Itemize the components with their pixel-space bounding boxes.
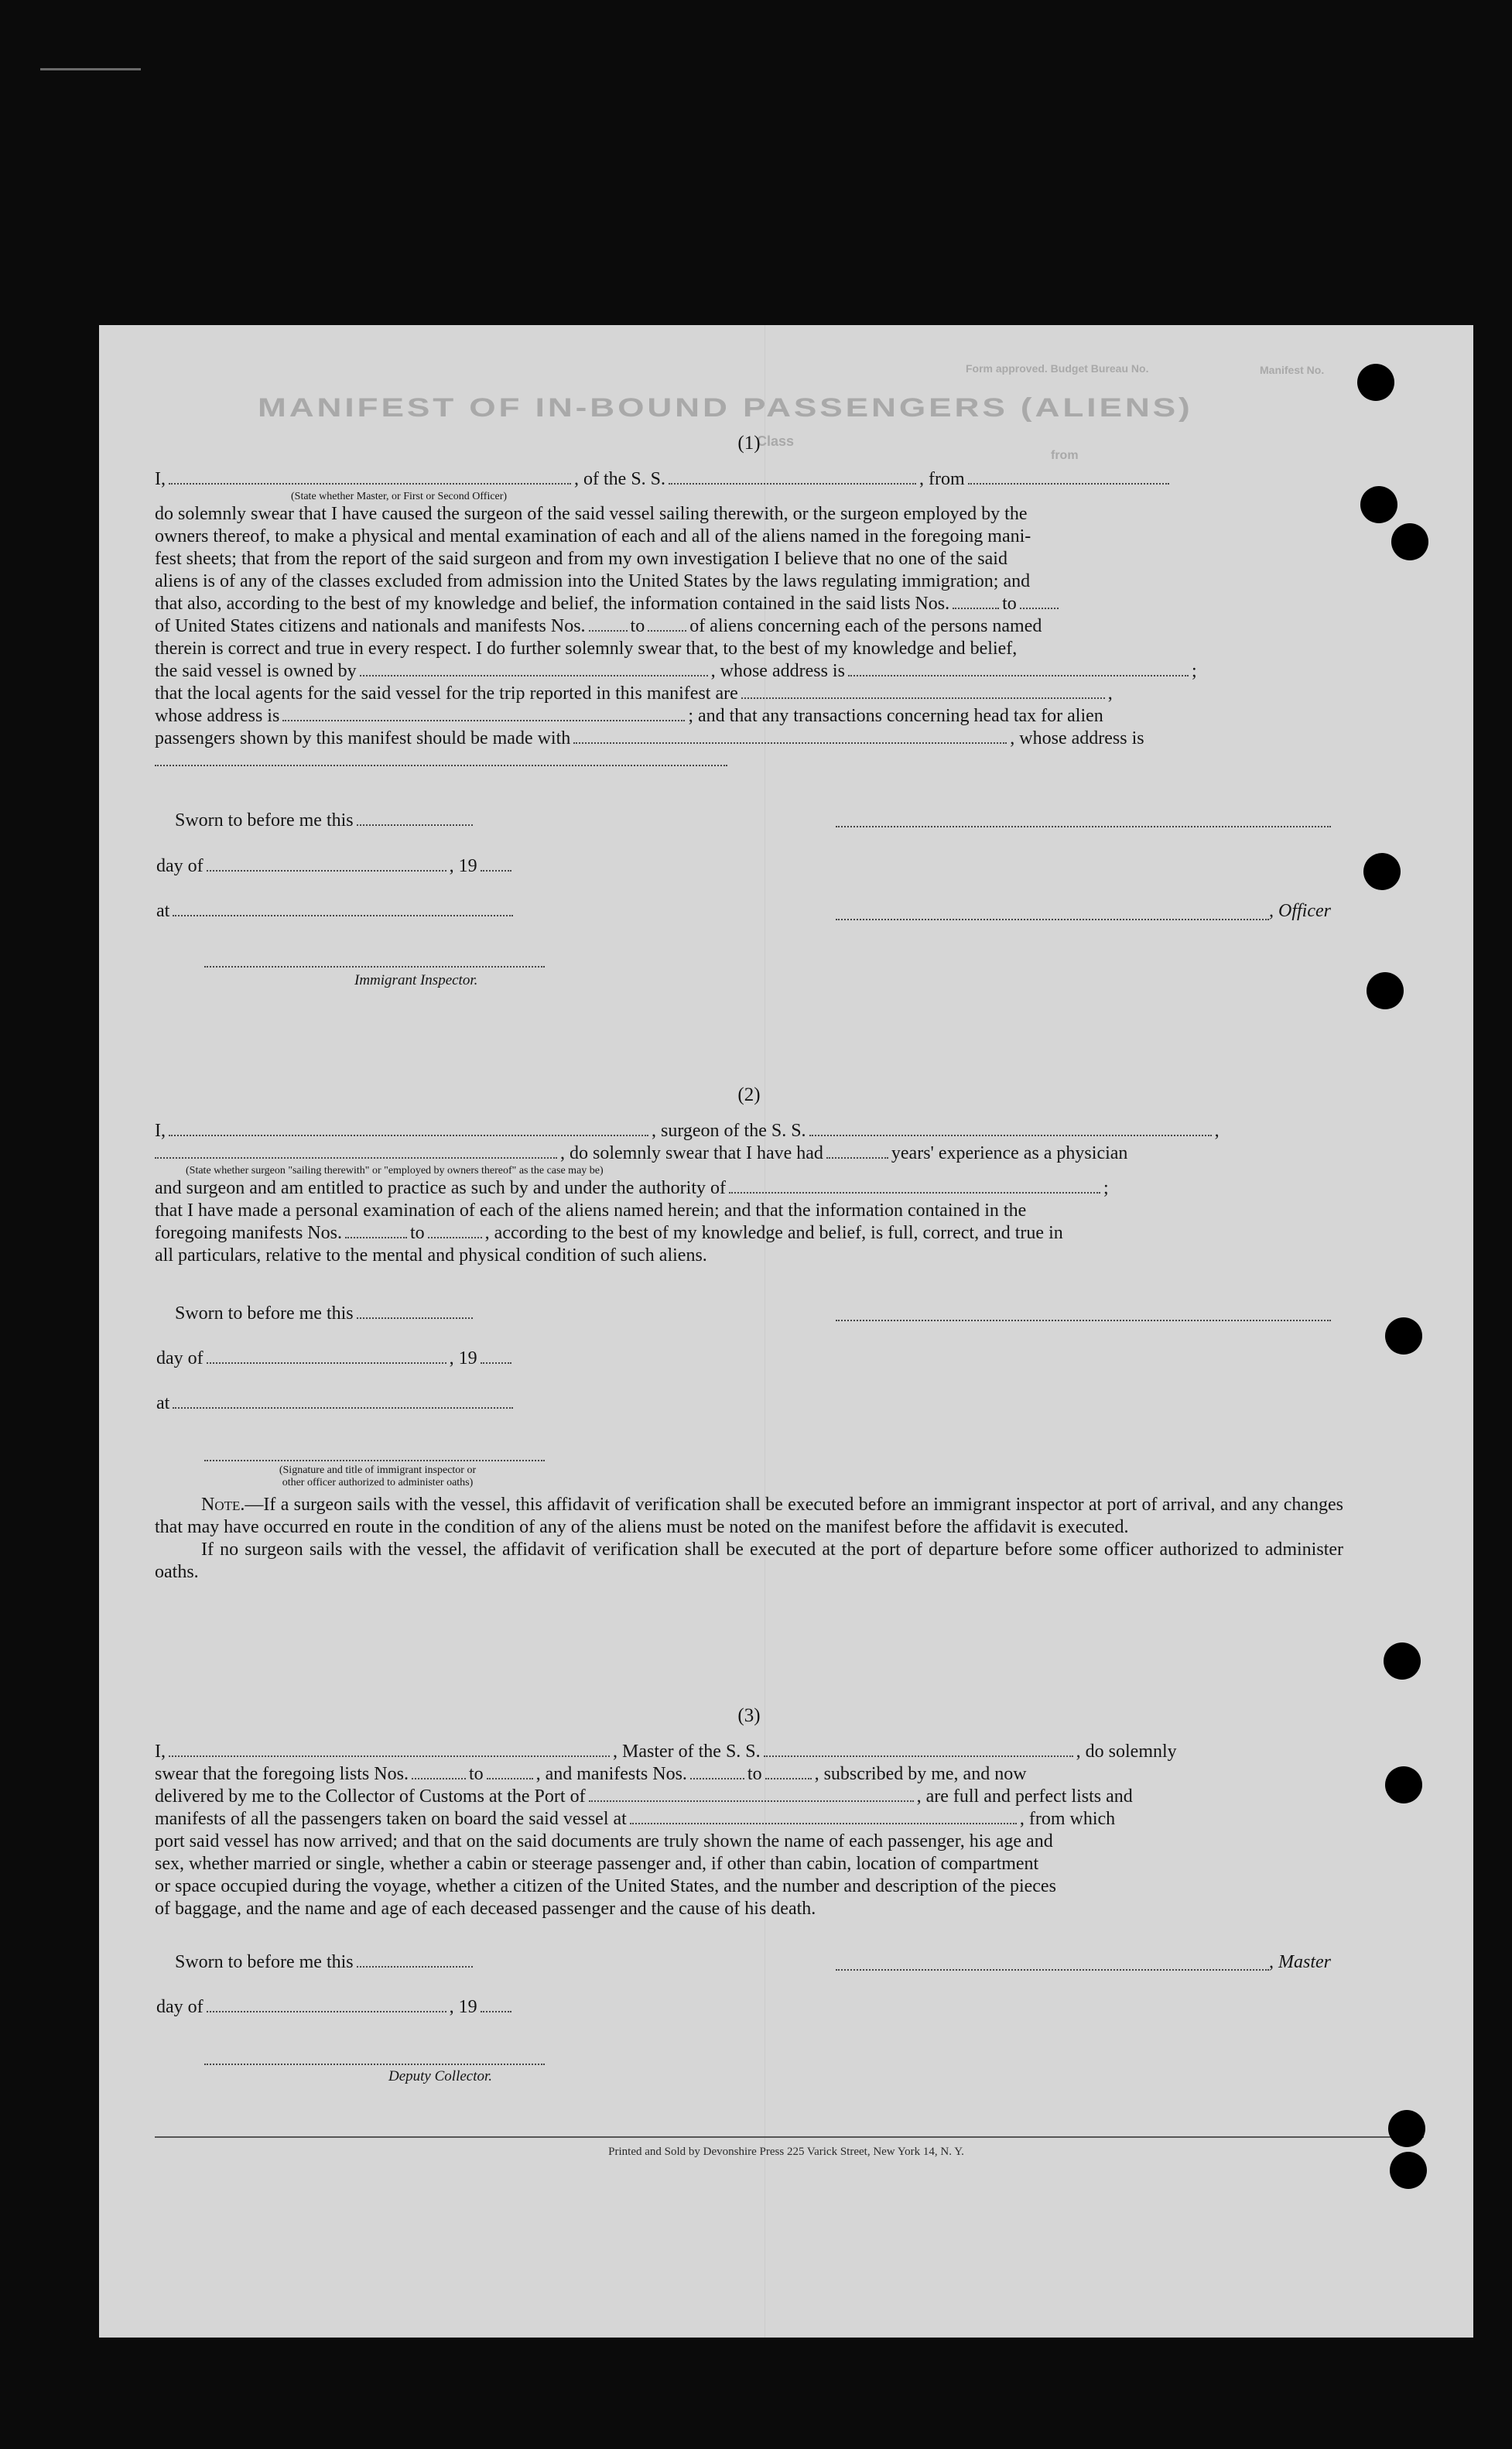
s2-manifests-line: foregoing manifests Nos. to , according to the best of my knowledge and belief, is full, correct, and true in — [155, 1223, 1063, 1243]
s1-body-line: do solemnly swear that I have caused the surgeon of the said vessel sailing therewith, or the surgeon employed by the — [155, 504, 1028, 524]
section-2-surgeon-oath — [155, 1084, 1343, 1267]
manifest-form-page — [99, 325, 1473, 2338]
section-1-number: (1) — [737, 433, 761, 454]
s3-body-line: sex, whether married or single, whether a cabin or steerage passenger and, if other than cabin, location of compartment — [155, 1854, 1039, 1874]
s2-swear-line: , do solemnly swear that I have had years' experience as a physician — [155, 1142, 1343, 1165]
scan-artifact-line — [40, 68, 141, 70]
s1-agents-line: that the local agents for the said vessel for the trip reported in this manifest are , — [155, 683, 1113, 704]
s3-master-line: I, , Master of the S. S. , do solemnly — [155, 1742, 1177, 1762]
s1-body-line: fest sheets; that from the report of the said surgeon and from my own investigation I believe that no one of the said — [155, 549, 1007, 569]
s1-sworn: Sworn to before me this — [175, 810, 476, 831]
s2-at: at — [156, 1393, 516, 1414]
s1-passengers-line: passengers shown by this manifest should be made with , whose address is — [155, 728, 1144, 748]
s3-deputy-label: Deputy Collector. — [388, 2068, 493, 2084]
printer-imprint: Printed and Sold by Devonshire Press 225 Varick Street, New York 14, N. Y. — [608, 2146, 964, 2158]
s1-officer-label: , Officer — [1269, 901, 1331, 921]
s3-board-line: manifests of all the passengers taken on board the said vessel at , from which — [155, 1809, 1116, 1829]
s2-exam-line: that I have made a personal examination of each of the aliens named herein; and that the information contained in the — [155, 1201, 1027, 1221]
punch-hole — [1360, 486, 1397, 523]
s3-body-line: of baggage, and the name and age of each deceased passenger and the cause of his death. — [155, 1899, 816, 1919]
s3-port-line: delivered by me to the Collector of Customs at the Port of , are full and perfect lists and — [155, 1786, 1133, 1807]
punch-hole — [1367, 972, 1404, 1009]
s2-caption: (State whether surgeon "sailing therewith" or "employed by owners thereof" as the case may be) — [186, 1165, 604, 1177]
s2-signature-caption: (Signature and title of immigrant inspector or other officer authorized to administer oaths) — [279, 1464, 477, 1488]
s2-note-p2: If no surgeon sails with the vessel, the affidavit of verification shall be executed at the port of departure before some officer authorized to administer oaths. — [155, 1540, 1343, 1582]
s1-inspector-label: Immigrant Inspector. — [354, 972, 478, 988]
section-1-master-oath — [155, 432, 1343, 772]
ghost-class: Class — [757, 433, 795, 449]
s1-body-line: owners thereof, to make a physical and mental examination of each and all of the aliens named in the foregoing mani- — [155, 526, 1031, 546]
s1-inspector-line — [204, 964, 545, 968]
s1-officer-signature-line — [836, 824, 1331, 827]
s1-owned-line: the said vessel is owned by , whose address is ; — [155, 661, 1197, 681]
s2-note — [155, 1494, 1343, 1584]
s1-whose-line: whose address is ; and that any transactions concerning head tax for alien — [155, 706, 1103, 726]
section-3-master-oath — [155, 1704, 1343, 1920]
s1-address-blank — [155, 750, 1343, 772]
punch-hole — [1363, 853, 1401, 890]
s2-practice-line: and surgeon and am entitled to practice as such by and under the authority of ; — [155, 1178, 1109, 1198]
s3-deputy-line — [204, 2062, 545, 2065]
s1-at: at — [156, 901, 516, 922]
s3-body-line: or space occupied during the voyage, whether a citizen of the United States, and the number and description of the pieces — [155, 1876, 1056, 1896]
s1-lists-line: that also, according to the best of my knowledge and belief, the information contained in the said lists Nos. to — [155, 593, 1343, 615]
punch-hole — [1390, 2152, 1427, 2189]
ghost-title: MANIFEST OF IN-BOUND PASSENGERS (ALIENS) — [258, 393, 1193, 423]
s1-day-of: day of , 19 — [156, 856, 515, 877]
s3-master-signature-line — [836, 1968, 1269, 1971]
punch-hole — [1385, 1317, 1422, 1355]
s2-inspector-line — [204, 1458, 545, 1461]
s3-master-label: , Master — [1269, 1952, 1331, 1972]
footer-rule — [155, 2136, 1424, 2138]
s1-caption: (State whether Master, or First or Second Officer) — [291, 491, 508, 502]
s2-sworn: Sworn to before me this — [175, 1303, 476, 1324]
s1-body-line: aliens is of any of the classes excluded from admission into the United States by the laws regulating immigration; and — [155, 571, 1031, 591]
s3-lists-line: swear that the foregoing lists Nos. to , and manifests Nos. to , subscribed by me, and now — [155, 1764, 1027, 1784]
s2-surgeon-signature-line — [836, 1318, 1331, 1321]
s2-day-of: day of , 19 — [156, 1348, 515, 1369]
s2-particulars-line: all particulars, relative to the mental and physical condition of such aliens. — [155, 1245, 707, 1266]
s3-body-line: port said vessel has now arrived; and that on the said documents are truly shown the name of each passenger, his age and — [155, 1831, 1053, 1851]
punch-hole — [1391, 523, 1428, 560]
s2-surgeon-line: I, , surgeon of the S. S. , — [155, 1121, 1220, 1141]
section-2-number: (2) — [737, 1084, 761, 1105]
s3-sworn: Sworn to before me this — [175, 1952, 476, 1973]
ghost-manifest-no: Manifest No. — [1260, 364, 1325, 376]
s1-line-ofss: I, , of the S. S. , from — [155, 468, 1343, 491]
punch-hole — [1388, 2110, 1425, 2147]
s3-day-of: day of , 19 — [156, 1997, 515, 2018]
ghost-form-no: Form approved. Budget Bureau No. — [966, 362, 1149, 375]
punch-hole — [1385, 1766, 1422, 1803]
s2-note-p1: Note.—If a surgeon sails with the vessel, this affidavit of verification shall be executed before an immigrant inspector at port of arrival, and any changes that may have occurred en route in the condition of any of the aliens must be noted on the manifest before the affidavit is executed. — [155, 1495, 1343, 1537]
punch-hole — [1384, 1642, 1421, 1680]
ghost-from: from — [1051, 449, 1079, 462]
s1-correct-line: therein is correct and true in every respect. I do further solemnly swear that, to the best of my knowledge and belief, — [155, 639, 1018, 659]
punch-hole — [1357, 364, 1394, 401]
section-3-number: (3) — [737, 1705, 761, 1726]
s1-officer-line — [836, 917, 1269, 920]
s1-citizens-line: of United States citizens and nationals and manifests Nos. to of aliens concerning each of the persons named — [155, 616, 1042, 636]
